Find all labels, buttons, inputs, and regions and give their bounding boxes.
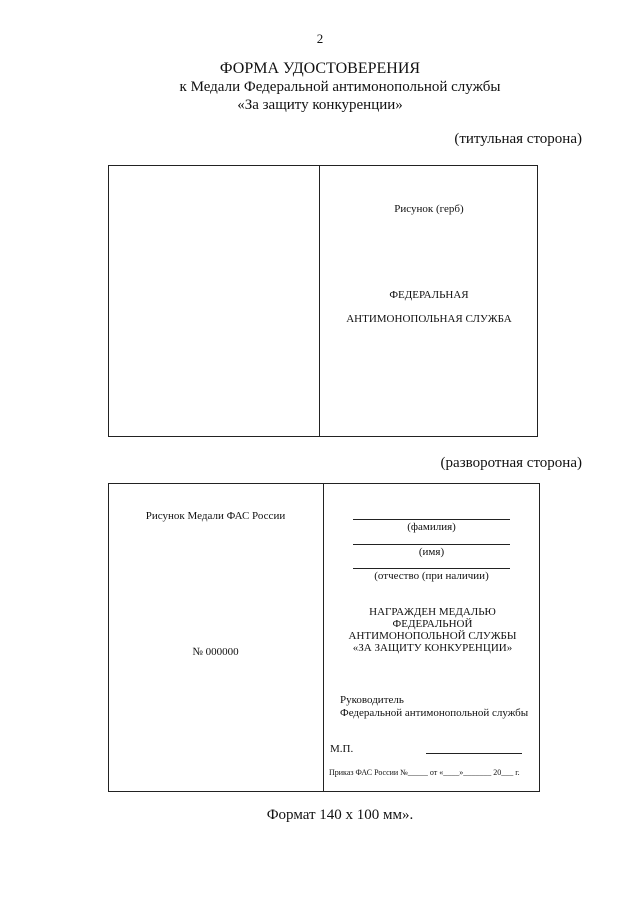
award-line2: ФЕДЕРАЛЬНОЙ: [392, 618, 473, 630]
seal-label: М.П.: [330, 743, 354, 755]
front-side-label: (титульная сторона): [454, 131, 582, 147]
surname-caption: (фамилия): [407, 521, 456, 533]
document-title: ФОРМА УДОСТОВЕРЕНИЯ: [219, 60, 421, 77]
medal-picture-caption: Рисунок Медали ФАС России: [145, 510, 286, 522]
head-title-line1: Руководитель: [340, 694, 404, 706]
document-subtitle-line1: к Медали Федеральной антимонопольной службы: [179, 79, 501, 95]
patronymic-fill-line: [353, 568, 510, 569]
name-caption: (имя): [418, 546, 445, 558]
org-name-line2: АНТИМОНОПОЛЬНАЯ СЛУЖБА: [346, 313, 512, 325]
spread-side-fold-line: [323, 483, 324, 792]
document-subtitle-line2: «За защиту конкуренции»: [237, 97, 403, 113]
name-fill-line: [353, 544, 510, 545]
page-number: 2: [316, 31, 324, 46]
signature-line: [426, 753, 522, 754]
certificate-number: № 000000: [192, 646, 239, 658]
award-text: [340, 606, 525, 654]
coat-of-arms-caption: Рисунок (герб): [394, 203, 464, 215]
format-note: Формат 140 x 100 мм».: [266, 807, 414, 823]
award-line3: АНТИМОНОПОЛЬНОЙ СЛУЖБЫ: [348, 630, 517, 642]
award-line4: «ЗА ЗАЩИТУ КОНКУРЕНЦИИ»: [352, 642, 513, 654]
order-reference: Приказ ФАС России №_____ от «____»_______ 20___ г.: [329, 768, 520, 777]
patronymic-caption: (отчество (при наличии): [374, 570, 489, 582]
spread-side-label: (разворотная сторона): [440, 455, 582, 471]
head-title: [340, 694, 528, 720]
head-title-line2: Федеральной антимонопольной службы: [340, 707, 529, 719]
award-line1: НАГРАЖДЕН МЕДАЛЬЮ: [369, 606, 496, 618]
org-name-line1: ФЕДЕРАЛЬНАЯ: [389, 289, 469, 301]
surname-fill-line: [353, 519, 510, 520]
